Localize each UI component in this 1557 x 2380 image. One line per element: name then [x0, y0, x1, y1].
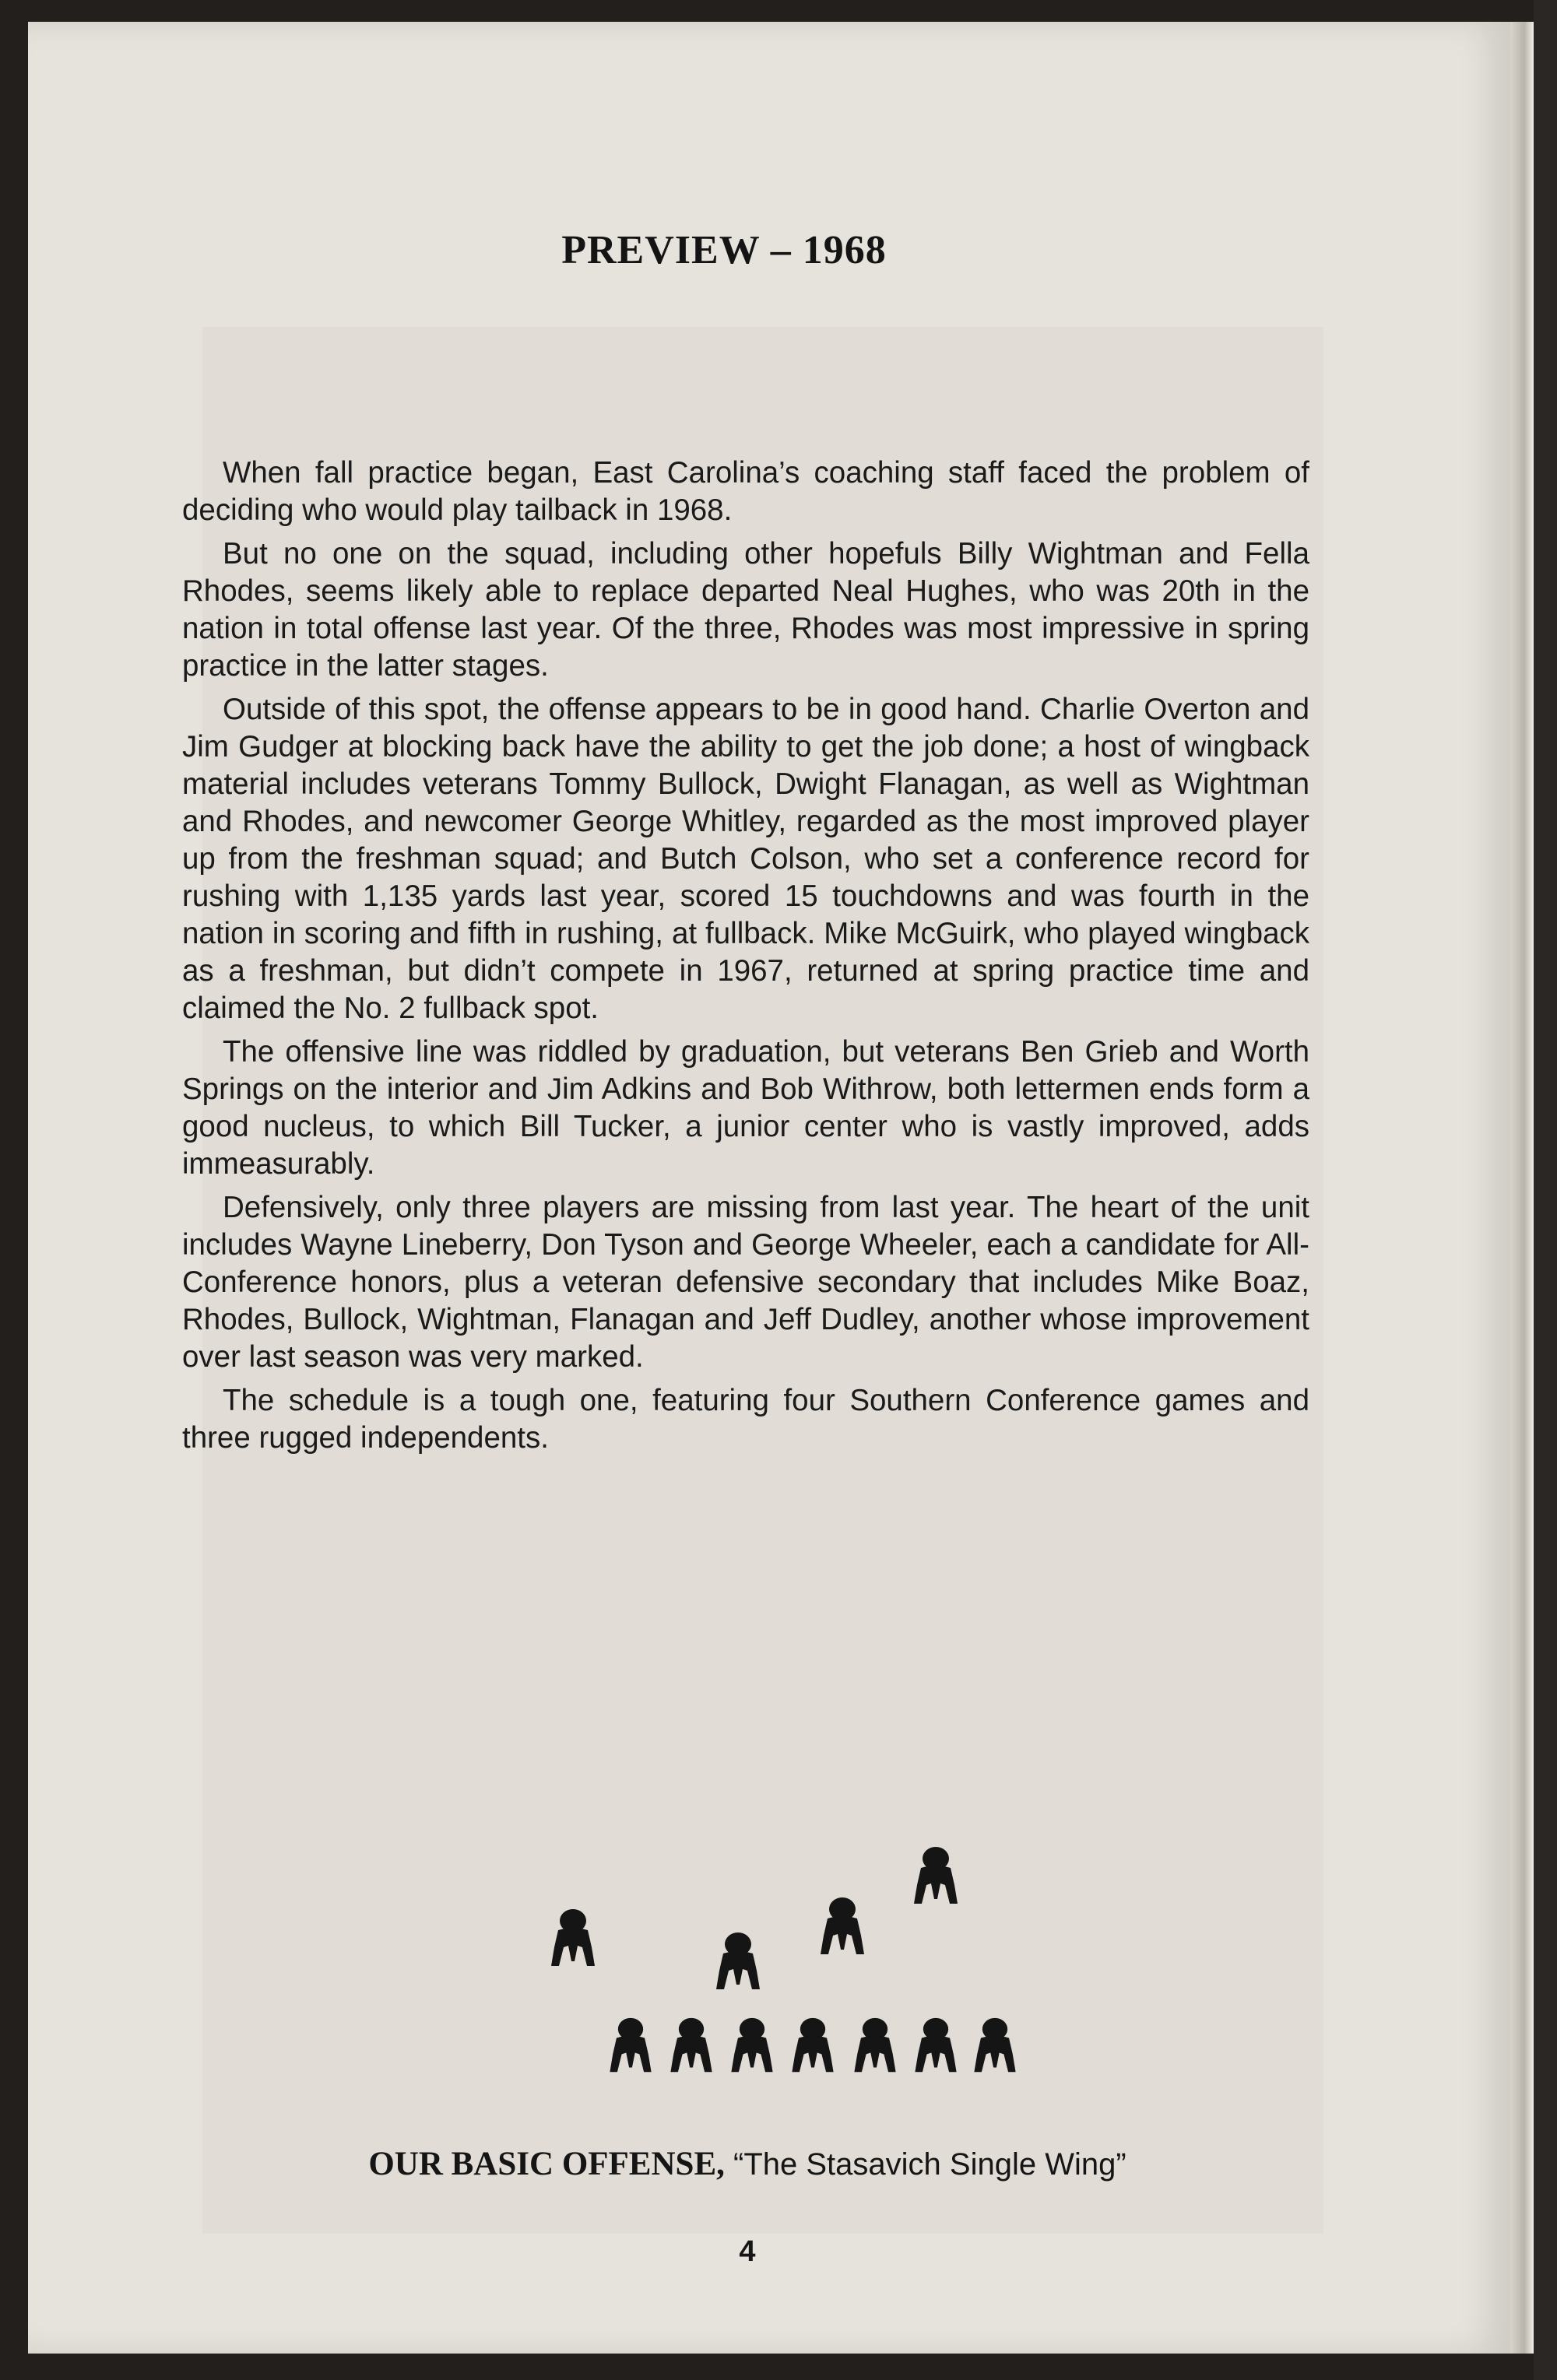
- diagram-caption: [0, 2145, 1495, 2183]
- lineman-player-icon: [670, 2018, 712, 2072]
- page-gutter-edge: [1510, 22, 1534, 2354]
- tailback-player-icon: [914, 1847, 958, 1904]
- lineman-player-icon: [792, 2018, 833, 2072]
- lineman-player-icon: [610, 2018, 651, 2072]
- caption-quote: “The Stasavich Single Wing”: [733, 2147, 1126, 2182]
- caption-bold: OUR BASIC OFFENSE,: [368, 2146, 725, 2182]
- page-title: PREVIEW – 1968: [561, 228, 887, 272]
- article-body: [182, 455, 1309, 1463]
- paragraph: The schedule is a tough one, featuring four Southern Conference games and three rugged independents.: [182, 1384, 1309, 1455]
- paragraph: Outside of this spot, the offense appears to be in good hand. Charlie Overton and Jim Gudger at blocking back have the ability to get the job done; a host of wingback material includes veterans Tommy Bullock, Dwight Flanagan, as well as Wightman and Rhodes, and newcomer George Whitley, regarded as the most improved player up from the freshman squad; and Butch Colson, who set a conference record for rushing with 1,135 yards last year, scored 15 touchdowns and was fourth in the nation in scoring and fifth in rushing, at fullback. Mike McGuirk, who played wingback as a freshman, but didn’t compete in 1967, returned at spring practice time and claimed the No. 2 fullback spot.: [182, 693, 1309, 1025]
- paragraph: The offensive line was riddled by graduation, but veterans Ben Grieb and Worth Springs on the interior and Jim Adkins and Bob Withrow, both lettermen ends form a good nucleus, to which Bill Tucker, a junior center who is vastly improved, adds immeasurably.: [182, 1035, 1309, 1181]
- lineman-player-icon: [854, 2018, 895, 2072]
- paragraph: But no one on the squad, including other hopefuls Billy Wightman and Fella Rhodes, seems likely able to replace departed Neal Hughes, who was 20th in the nation in total offense last year. Of the three, Rhodes was most impressive in spring practice in the latter stages.: [182, 537, 1309, 683]
- wingback-player-icon: [551, 1909, 595, 1966]
- scan-edge: [1534, 0, 1557, 2380]
- paragraph: When fall practice began, East Carolina’s coaching staff faced the problem of deciding who would play tailback in 1968.: [182, 456, 1309, 527]
- paragraph: Defensively, only three players are missing from last year. The heart of the unit includes Wayne Lineberry, Don Tyson and George Wheeler, each a candidate for All-Conference honors, plus a veteran defensive secondary that includes Mike Boaz, Rhodes, Bullock, Wightman, Flanagan and Jeff Dudley, another whose improvement over last season was very marked.: [182, 1191, 1309, 1374]
- lineman-player-icon: [974, 2018, 1015, 2072]
- blocking-back-player-icon: [821, 1897, 864, 1954]
- lineman-player-icon: [915, 2018, 956, 2072]
- fullback-player-icon: [716, 1932, 760, 1989]
- page-number: 4: [739, 2235, 756, 2268]
- single-wing-formation-diagram: [529, 1845, 1090, 2109]
- lineman-player-icon: [731, 2018, 772, 2072]
